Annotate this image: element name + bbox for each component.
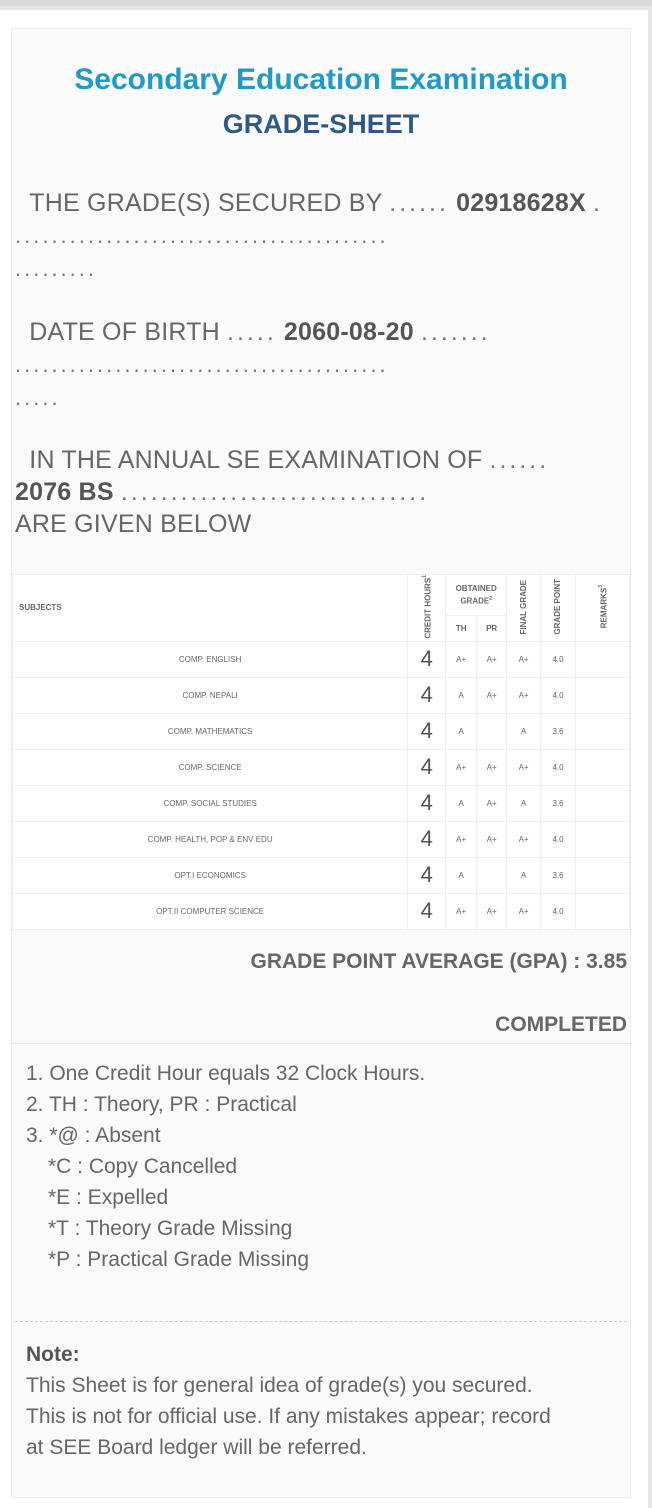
grade-sheet-card (11, 28, 631, 1498)
remarks-cell (576, 821, 630, 857)
credit-hours-cell: 4 (408, 713, 446, 749)
exam-label: IN THE ANNUAL SE EXAMINATION OF (29, 446, 483, 474)
pr-grade-cell: A+ (477, 821, 507, 857)
remarks-cell (576, 749, 630, 785)
credit-hours-cell: 4 (408, 677, 446, 713)
subject-cell: COMP. NEPALI (13, 677, 408, 713)
dob-paragraph: DATE OF BIRTH ..... 2060-08-20 ....... ......................................... ..... (15, 318, 491, 410)
credit-hours-cell: 4 (408, 785, 446, 821)
th-grade-cell: A (446, 677, 477, 713)
remarks-cell (576, 857, 630, 893)
subject-cell: OPT.I ECONOMICS (13, 857, 408, 893)
remarks-cell (576, 713, 630, 749)
pr-grade-cell: A+ (477, 785, 507, 821)
result-status: COMPLETED (495, 1013, 627, 1036)
page-sheet (0, 10, 648, 1508)
table-row (13, 857, 630, 893)
grades-table (12, 574, 630, 930)
grade-point-cell: 3.6 (541, 713, 576, 749)
remarks-cell (576, 893, 630, 929)
th-grade-cell: A (446, 785, 477, 821)
final-grade-cell: A+ (507, 893, 541, 929)
legend-item: *C : Copy Cancelled (48, 1155, 238, 1178)
final-grade-cell: A+ (507, 641, 541, 677)
remarks-cell (576, 677, 630, 713)
final-grade-cell: A+ (507, 821, 541, 857)
remarks-cell (576, 641, 630, 677)
credit-hours-cell: 4 (408, 749, 446, 785)
final-grade-cell: A+ (507, 677, 541, 713)
table-row (13, 713, 630, 749)
credit-hours-cell: 4 (408, 641, 446, 677)
obtained-grade-header: OBTAINED GRADE$^2$ (446, 575, 507, 616)
top-bar (0, 0, 652, 6)
credit-hours-cell: 4 (408, 857, 446, 893)
th-grade-cell: A+ (446, 893, 477, 929)
final-grade-header: FINAL GRADE (507, 575, 541, 642)
legend-item: *T : Theory Grade Missing (48, 1217, 293, 1240)
pr-grade-cell: A+ (477, 749, 507, 785)
subject-cell: COMP. MATHEMATICS (13, 713, 408, 749)
dob-label: DATE OF BIRTH (29, 318, 220, 346)
note-line: This Sheet is for general idea of grade(s) you secured. (26, 1374, 533, 1397)
table-row (13, 821, 630, 857)
table-row (13, 785, 630, 821)
final-grade-cell: A (507, 785, 541, 821)
subject-cell: COMP. ENGLISH (13, 641, 408, 677)
remarks-cell (576, 785, 630, 821)
date-of-birth: 2060-08-20 (283, 318, 414, 346)
table-row (13, 677, 630, 713)
credit-hours-header: CREDIT HOURS$^1$ (408, 575, 446, 642)
subject-cell: COMP. SOCIAL STUDIES (13, 785, 408, 821)
grade-point-cell: 4.0 (541, 893, 576, 929)
credit-hours-cell: 4 (408, 821, 446, 857)
grade-point-cell: 3.6 (541, 857, 576, 893)
note-section (26, 1339, 616, 1463)
grade-point-cell: 3.6 (541, 785, 576, 821)
remarks-header: REMARKS$^3$ (576, 575, 630, 642)
th-grade-cell: A+ (446, 821, 477, 857)
secured-by-label: THE GRADE(S) SECURED BY (29, 189, 383, 217)
secured-by-paragraph: THE GRADE(S) SECURED BY ...... 02918628X . ......................................... ......... (15, 189, 603, 281)
grade-point-cell: 4.0 (541, 677, 576, 713)
legend-item: 1. One Credit Hour equals 32 Clock Hours. (26, 1062, 426, 1085)
exam-paragraph: IN THE ANNUAL SE EXAMINATION OF ...... 2076 BS ............................... ARE GIVEN BELOW (15, 446, 550, 538)
final-grade-cell: A (507, 713, 541, 749)
subject-cell: COMP. HEALTH, POP & ENV EDU (13, 821, 408, 857)
note-line: This is not for official use. If any mistakes appear; record (26, 1405, 551, 1428)
exam-title: Secondary Education Examination (74, 63, 568, 96)
grade-point-cell: 4.0 (541, 641, 576, 677)
grade-point-cell: 4.0 (541, 821, 576, 857)
pr-header: PR (477, 616, 507, 641)
note-heading: Note: (26, 1343, 80, 1366)
subject-cell: COMP. SCIENCE (13, 749, 408, 785)
th-grade-cell: A (446, 857, 477, 893)
final-grade-cell: A+ (507, 749, 541, 785)
gpa-summary: GRADE POINT AVERAGE (GPA) : 3.85 (250, 950, 627, 973)
th-grade-cell: A (446, 713, 477, 749)
legend-item: 2. TH : Theory, PR : Practical (26, 1093, 297, 1116)
given-below-label: ARE GIVEN BELOW (15, 510, 252, 538)
subject-cell: OPT.II COMPUTER SCIENCE (13, 893, 408, 929)
pr-grade-cell: A+ (477, 641, 507, 677)
legend-item: *P : Practical Grade Missing (48, 1248, 310, 1271)
legend-item: *E : Expelled (48, 1186, 169, 1209)
exam-year: 2076 BS (15, 478, 114, 506)
table-row (13, 893, 630, 929)
grade-point-header: GRADE POINT (541, 575, 576, 642)
pr-grade-cell (477, 713, 507, 749)
th-header: TH (446, 616, 477, 641)
grade-point-cell: 4.0 (541, 749, 576, 785)
table-row (13, 749, 630, 785)
th-grade-cell: A+ (446, 641, 477, 677)
note-line: at SEE Board ledger will be referred. (26, 1436, 367, 1459)
divider (12, 1043, 630, 1044)
pr-grade-cell: A+ (477, 677, 507, 713)
table-row (13, 641, 630, 677)
gradesheet-subtitle: GRADE-SHEET (222, 109, 420, 139)
final-grade-cell: A (507, 857, 541, 893)
symbol-number: 02918628X (456, 189, 586, 217)
legend (26, 1058, 616, 1275)
credit-hours-cell: 4 (408, 893, 446, 929)
pr-grade-cell (477, 857, 507, 893)
subjects-header: SUBJECTS (13, 575, 408, 642)
th-grade-cell: A+ (446, 749, 477, 785)
dashed-divider (15, 1321, 627, 1322)
pr-grade-cell: A+ (477, 893, 507, 929)
legend-item: 3. *@ : Absent (26, 1124, 161, 1147)
